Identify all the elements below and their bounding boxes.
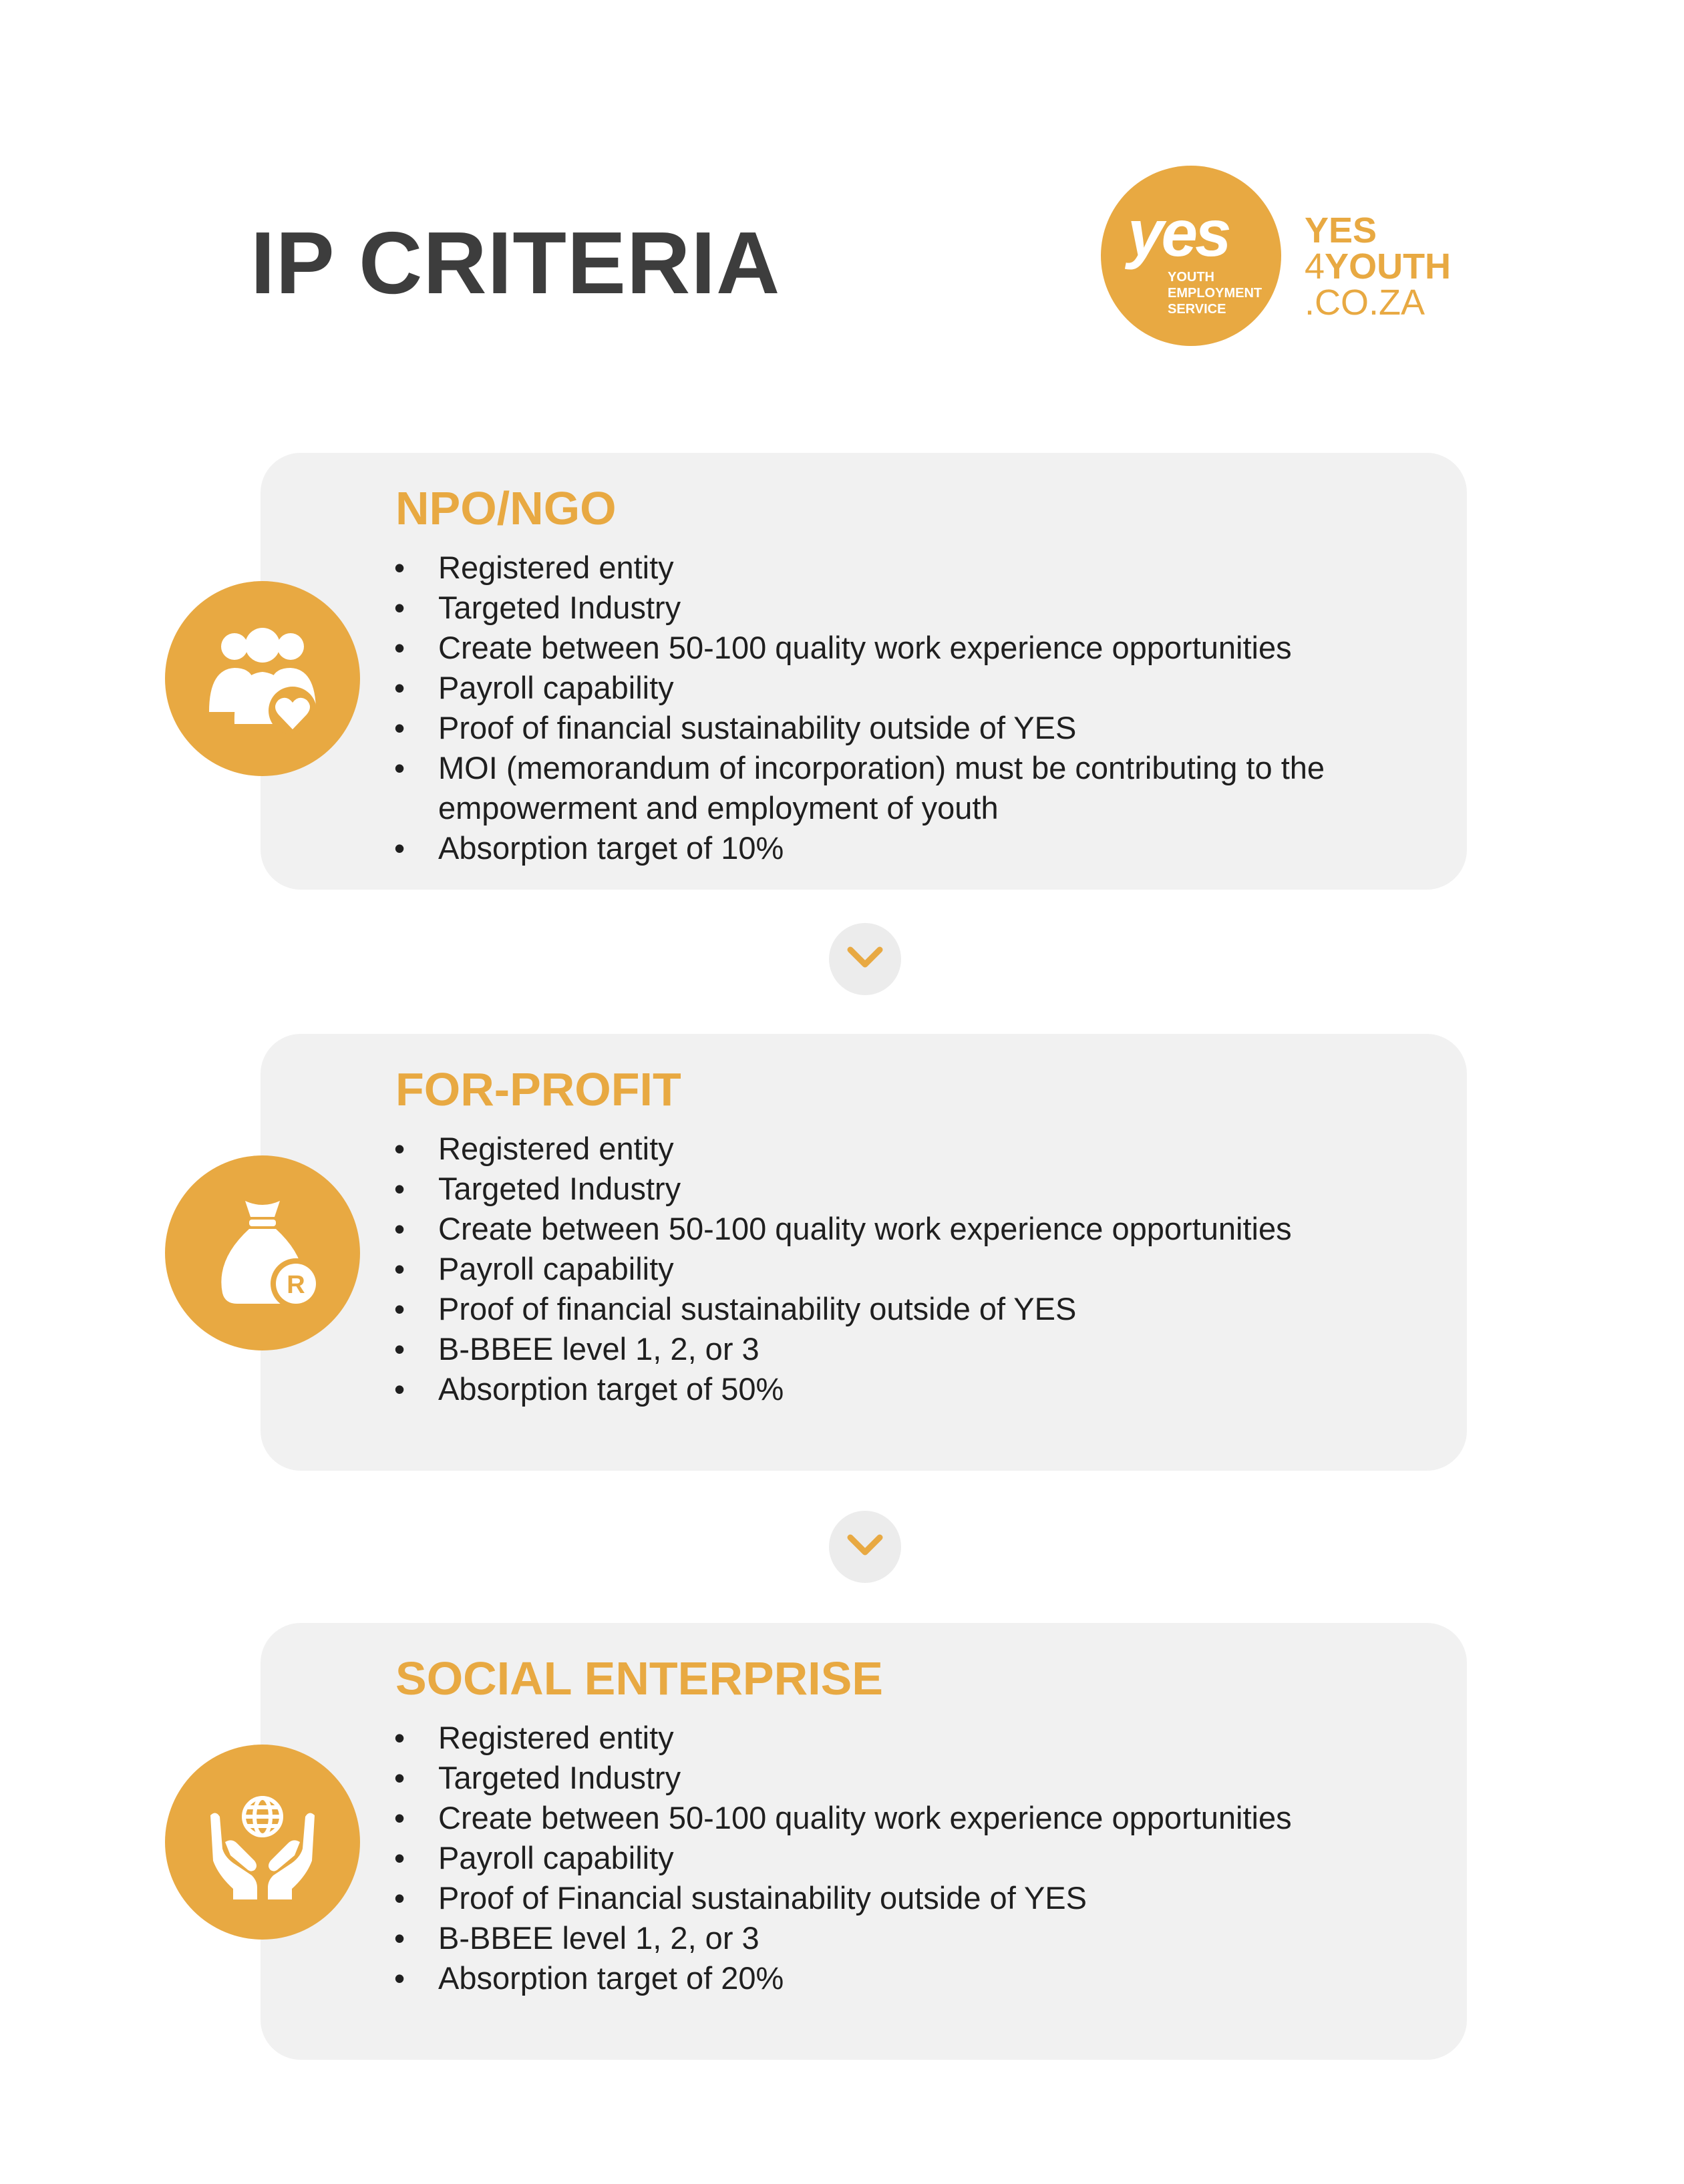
list-item: • Registered entity	[394, 1129, 1436, 1169]
list-item: • Targeted Industry	[394, 588, 1436, 628]
list-item: • Proof of financial sustainability outside of YES	[394, 708, 1436, 748]
list-item: • Create between 50-100 quality work experience opportunities	[394, 1209, 1436, 1249]
criteria-list	[394, 1129, 1436, 1409]
list-item: • Proof of financial sustainability outside of YES	[394, 1289, 1436, 1329]
yes-logo	[1101, 166, 1475, 346]
community-heart-icon	[165, 581, 360, 776]
list-item: • B-BBEE level 1, 2, or 3	[394, 1329, 1436, 1369]
criteria-list	[394, 548, 1436, 868]
logo-badge	[1101, 166, 1281, 346]
section-heading: NPO/NGO	[395, 482, 617, 534]
logo-mark: yes	[1128, 196, 1229, 270]
list-item: • B-BBEE level 1, 2, or 3	[394, 1918, 1436, 1958]
list-item: • Targeted Industry	[394, 1169, 1436, 1209]
list-item: • Absorption target of 10%	[394, 828, 1436, 868]
criteria-card-social-enterprise	[261, 1623, 1467, 2060]
section-heading: FOR-PROFIT	[395, 1063, 681, 1115]
page-title: IP CRITERIA	[250, 214, 781, 312]
list-item: • Registered entity	[394, 1718, 1436, 1758]
hands-globe-icon	[165, 1745, 360, 1940]
criteria-card-npo	[261, 453, 1467, 890]
list-item: • Absorption target of 50%	[394, 1369, 1436, 1409]
criteria-card-for-profit	[261, 1034, 1467, 1471]
list-item: • MOI (memorandum of incorporation) must be contributing to the empowerment and employment of youth	[394, 748, 1436, 828]
money-bag-rand-icon	[165, 1155, 360, 1350]
list-item: • Absorption target of 20%	[394, 1958, 1436, 1998]
list-item: • Payroll capability	[394, 1838, 1436, 1878]
chevron-down-icon	[829, 1511, 901, 1583]
list-item: • Payroll capability	[394, 668, 1436, 708]
section-heading: SOCIAL ENTERPRISE	[395, 1652, 883, 1704]
list-item: • Payroll capability	[394, 1249, 1436, 1289]
list-item: • Registered entity	[394, 548, 1436, 588]
criteria-list	[394, 1718, 1436, 1998]
list-item: • Targeted Industry	[394, 1758, 1436, 1798]
list-item: • Create between 50-100 quality work experience opportunities	[394, 628, 1436, 668]
logo-subtitle: YOUTH EMPLOYMENT SERVICE	[1168, 270, 1262, 317]
logo-wordmark: YES 4YOUTH .CO.ZA	[1305, 210, 1452, 323]
list-item: • Proof of Financial sustainability outside of YES	[394, 1878, 1436, 1918]
list-item: • Create between 50-100 quality work experience opportunities	[394, 1798, 1436, 1838]
chevron-down-icon	[829, 923, 901, 995]
rand-symbol: R	[287, 1271, 305, 1299]
